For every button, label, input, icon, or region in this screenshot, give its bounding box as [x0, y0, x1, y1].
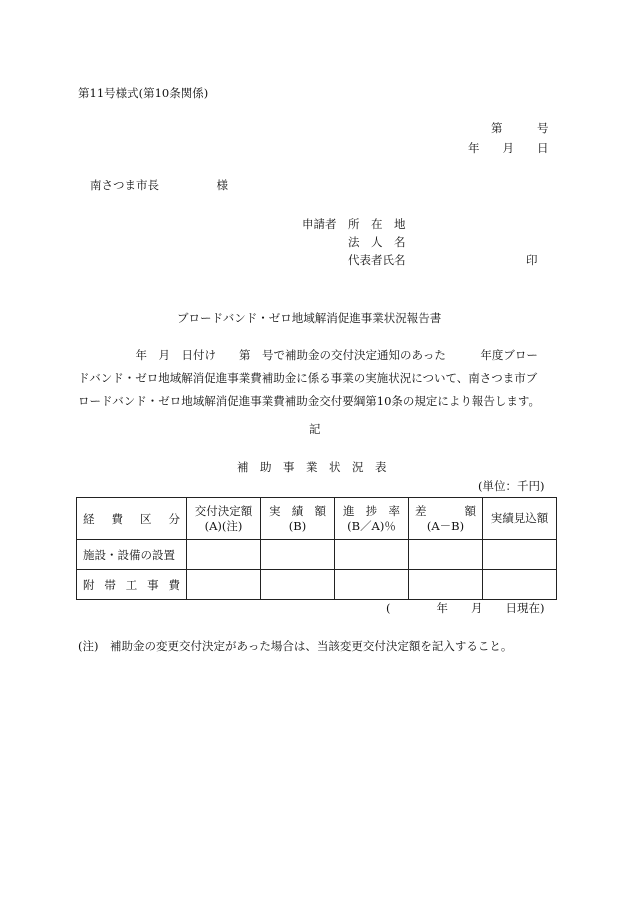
table-cell [261, 570, 335, 600]
table-cell [483, 540, 557, 570]
unit-label: (単位：千円) [478, 479, 545, 493]
header-grant-decision: 交付決定額 (A)(注) [187, 498, 261, 540]
table-cell [409, 570, 483, 600]
row-label: 附 帯 工 事 費 [77, 570, 187, 600]
table-title: 補 助 事 業 状 況 表 [237, 460, 387, 474]
header-category-text: 経 費 区 分 [83, 511, 180, 526]
row-label: 施設・設備の設置 [77, 540, 187, 570]
applicant-role: 申請者 [302, 217, 337, 231]
applicant-address-label: 所 在 地 [348, 217, 406, 231]
header-actual: 実 績 額 (B) [261, 498, 335, 540]
document-date: 年 月 日 [468, 141, 549, 155]
table-row [77, 540, 557, 570]
table-cell [261, 540, 335, 570]
addressee: 南さつま市長 様 [90, 178, 228, 192]
body-line: ロードバンド・ゼロ地域解消促進事業費補助金交付要綱第10条の規定により報告します。 [78, 394, 540, 408]
header-expected: 実績見込額 [483, 498, 557, 540]
table-cell [483, 570, 557, 600]
table-header-row [77, 498, 557, 540]
body-line: ドバンド・ゼロ地域解消促進事業費補助金に係る事業の実施状況について、南さつま市ブ [78, 371, 538, 385]
header-difference: 差 額 (A－B) [409, 498, 483, 540]
table-cell [187, 540, 261, 570]
table-row [77, 570, 557, 600]
note: (注) 補助金の変更交付決定があった場合は、当該変更交付決定額を記入すること。 [78, 639, 513, 653]
header-progress: 進 捗 率 (B／A)％ [335, 498, 409, 540]
ki-label: 記 [309, 422, 321, 436]
table-cell [335, 540, 409, 570]
table-cell [335, 570, 409, 600]
body-line: 年 月 日付け 第 号で補助金の交付決定通知のあった 年度ブロー [78, 348, 538, 362]
header-category [77, 498, 187, 540]
as-of-date: ( 年 月 日現在) [386, 601, 545, 615]
body-paragraph [78, 344, 558, 413]
applicant-corp-label: 法 人 名 [348, 235, 406, 249]
document-title: ブロードバンド・ゼロ地域解消促進事業状況報告書 [177, 311, 442, 325]
status-table [76, 497, 557, 600]
table-cell [409, 540, 483, 570]
table-cell [187, 570, 261, 600]
document-number: 第 号 [491, 121, 549, 135]
form-label: 第11号様式(第10条関係) [78, 86, 209, 100]
applicant-rep-label: 代表者氏名 [348, 253, 406, 267]
seal-mark: 印 [526, 253, 538, 267]
